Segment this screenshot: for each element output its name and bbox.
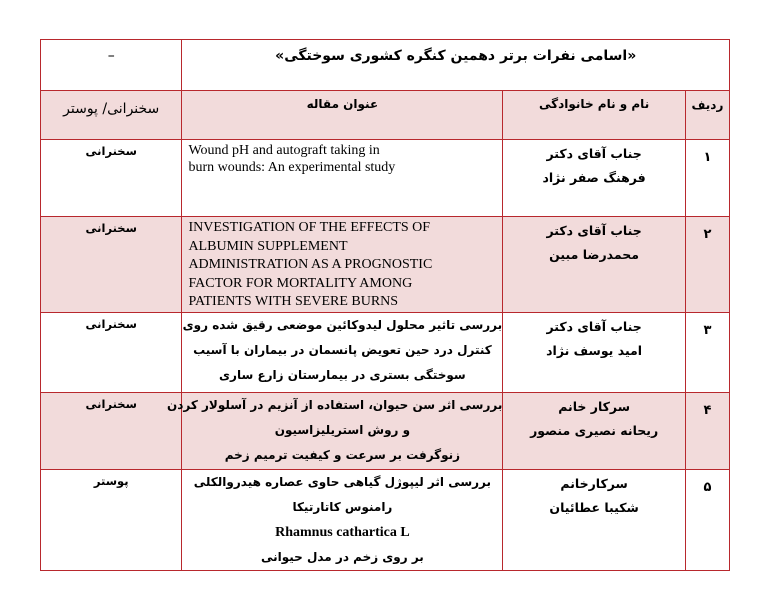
presenter-fullname: شکیبا عطائیان bbox=[549, 499, 639, 515]
presenter-fullname: فرهنگ صفر نژاد bbox=[542, 170, 646, 185]
table-row bbox=[41, 217, 730, 313]
table-row bbox=[41, 312, 730, 392]
article-title bbox=[182, 312, 503, 392]
article-title-line: burn wounds: An experimental study bbox=[188, 160, 396, 175]
column-header-row-number: ردیف bbox=[685, 91, 729, 140]
article-title bbox=[182, 469, 503, 570]
presenter-name bbox=[503, 469, 686, 570]
article-title-line: بررسی اثر سن حیوان، استفاده از آنزیم در آسلولار کردن bbox=[166, 397, 503, 412]
article-title-line: ALBUMIN SUPPLEMENT bbox=[188, 238, 348, 254]
article-title-line: سوختگی بستری در بیمارستان زارع ساری bbox=[219, 367, 466, 382]
title-dash: – bbox=[41, 40, 182, 91]
presentation-type: پوستر bbox=[41, 469, 182, 570]
column-header-name: نام و نام خانوادگی bbox=[503, 91, 686, 140]
presenter-fullname: محمدرضا مبین bbox=[549, 247, 640, 262]
presenter-name bbox=[503, 392, 686, 469]
article-title bbox=[182, 217, 503, 313]
article-title-line: PATIENTS WITH SEVERE BURNS bbox=[188, 294, 399, 309]
presenter-honorific: جناب آقای دکتر bbox=[546, 223, 642, 238]
header-row bbox=[41, 91, 730, 140]
article-title bbox=[166, 392, 503, 469]
article-title-line: ADMINISTRATION AS A PROGNOSTIC bbox=[188, 257, 433, 272]
article-title-line: کنترل درد حین تعویض پانسمان در بیماران با آسیب bbox=[193, 342, 492, 357]
title-row bbox=[41, 40, 730, 91]
article-title bbox=[182, 140, 503, 217]
article-title-line: بررسی تاثیر محلول لیدوکائین موضعی رقیق شده روی bbox=[182, 317, 503, 332]
presenter-name bbox=[503, 312, 686, 392]
row-number: ۱ bbox=[685, 140, 729, 217]
presentation-type: سخنرانی bbox=[41, 312, 182, 392]
table-row bbox=[41, 469, 730, 570]
presenter-honorific: سرکارخانم bbox=[560, 475, 628, 491]
winners-table bbox=[40, 39, 730, 571]
presenter-honorific: جناب آقای دکتر bbox=[546, 318, 642, 334]
presenter-fullname: امید یوسف نژاد bbox=[546, 342, 643, 358]
article-title-line: و روش استریلیزاسیون bbox=[274, 422, 411, 437]
article-title-latin-line: Rhamnus cathartica L bbox=[275, 524, 410, 540]
table-row bbox=[41, 392, 730, 469]
column-header-article-title: عنوان مقاله bbox=[182, 91, 503, 140]
presentation-type: سخنرانی bbox=[41, 392, 182, 469]
article-title-line: INVESTIGATION OF THE EFFECTS OF bbox=[188, 220, 431, 235]
row-number: ۴ bbox=[685, 392, 729, 469]
presentation-type: سخنرانی bbox=[41, 217, 182, 313]
presenter-name bbox=[503, 140, 686, 217]
article-title-line: بر روی زخم در مدل حیوانی bbox=[260, 549, 424, 564]
presentation-type: سخنرانی bbox=[41, 140, 182, 217]
table-row bbox=[41, 140, 730, 217]
article-title-line: FACTOR FOR MORTALITY AMONG bbox=[188, 275, 413, 291]
column-header-presentation-type: سخنرانی/ پوستر bbox=[41, 91, 182, 140]
row-number: ۲ bbox=[685, 217, 729, 313]
row-number: ۳ bbox=[685, 312, 729, 392]
row-number: ۵ bbox=[685, 469, 729, 570]
presenter-honorific: سرکار خانم bbox=[558, 398, 630, 414]
document-title: «اسامی نفرات برتر دهمین کنگره کشوری سوختگی» bbox=[182, 40, 730, 91]
article-title-line: رامنوس کاتارتیکا bbox=[292, 499, 393, 514]
presenter-fullname: ریحانه نصیری منصور bbox=[530, 422, 659, 438]
presenter-name bbox=[503, 217, 686, 313]
article-title-line: بررسی اثر لیپوژل گیاهی حاوی عصاره هیدروالکلی bbox=[193, 474, 492, 489]
article-title-line: Wound pH and autograft taking in bbox=[188, 143, 380, 158]
presenter-honorific: جناب آقای دکتر bbox=[546, 146, 642, 161]
article-title-line: زنوگرفت بر سرعت و کیفیت ترمیم زخم bbox=[224, 447, 461, 462]
